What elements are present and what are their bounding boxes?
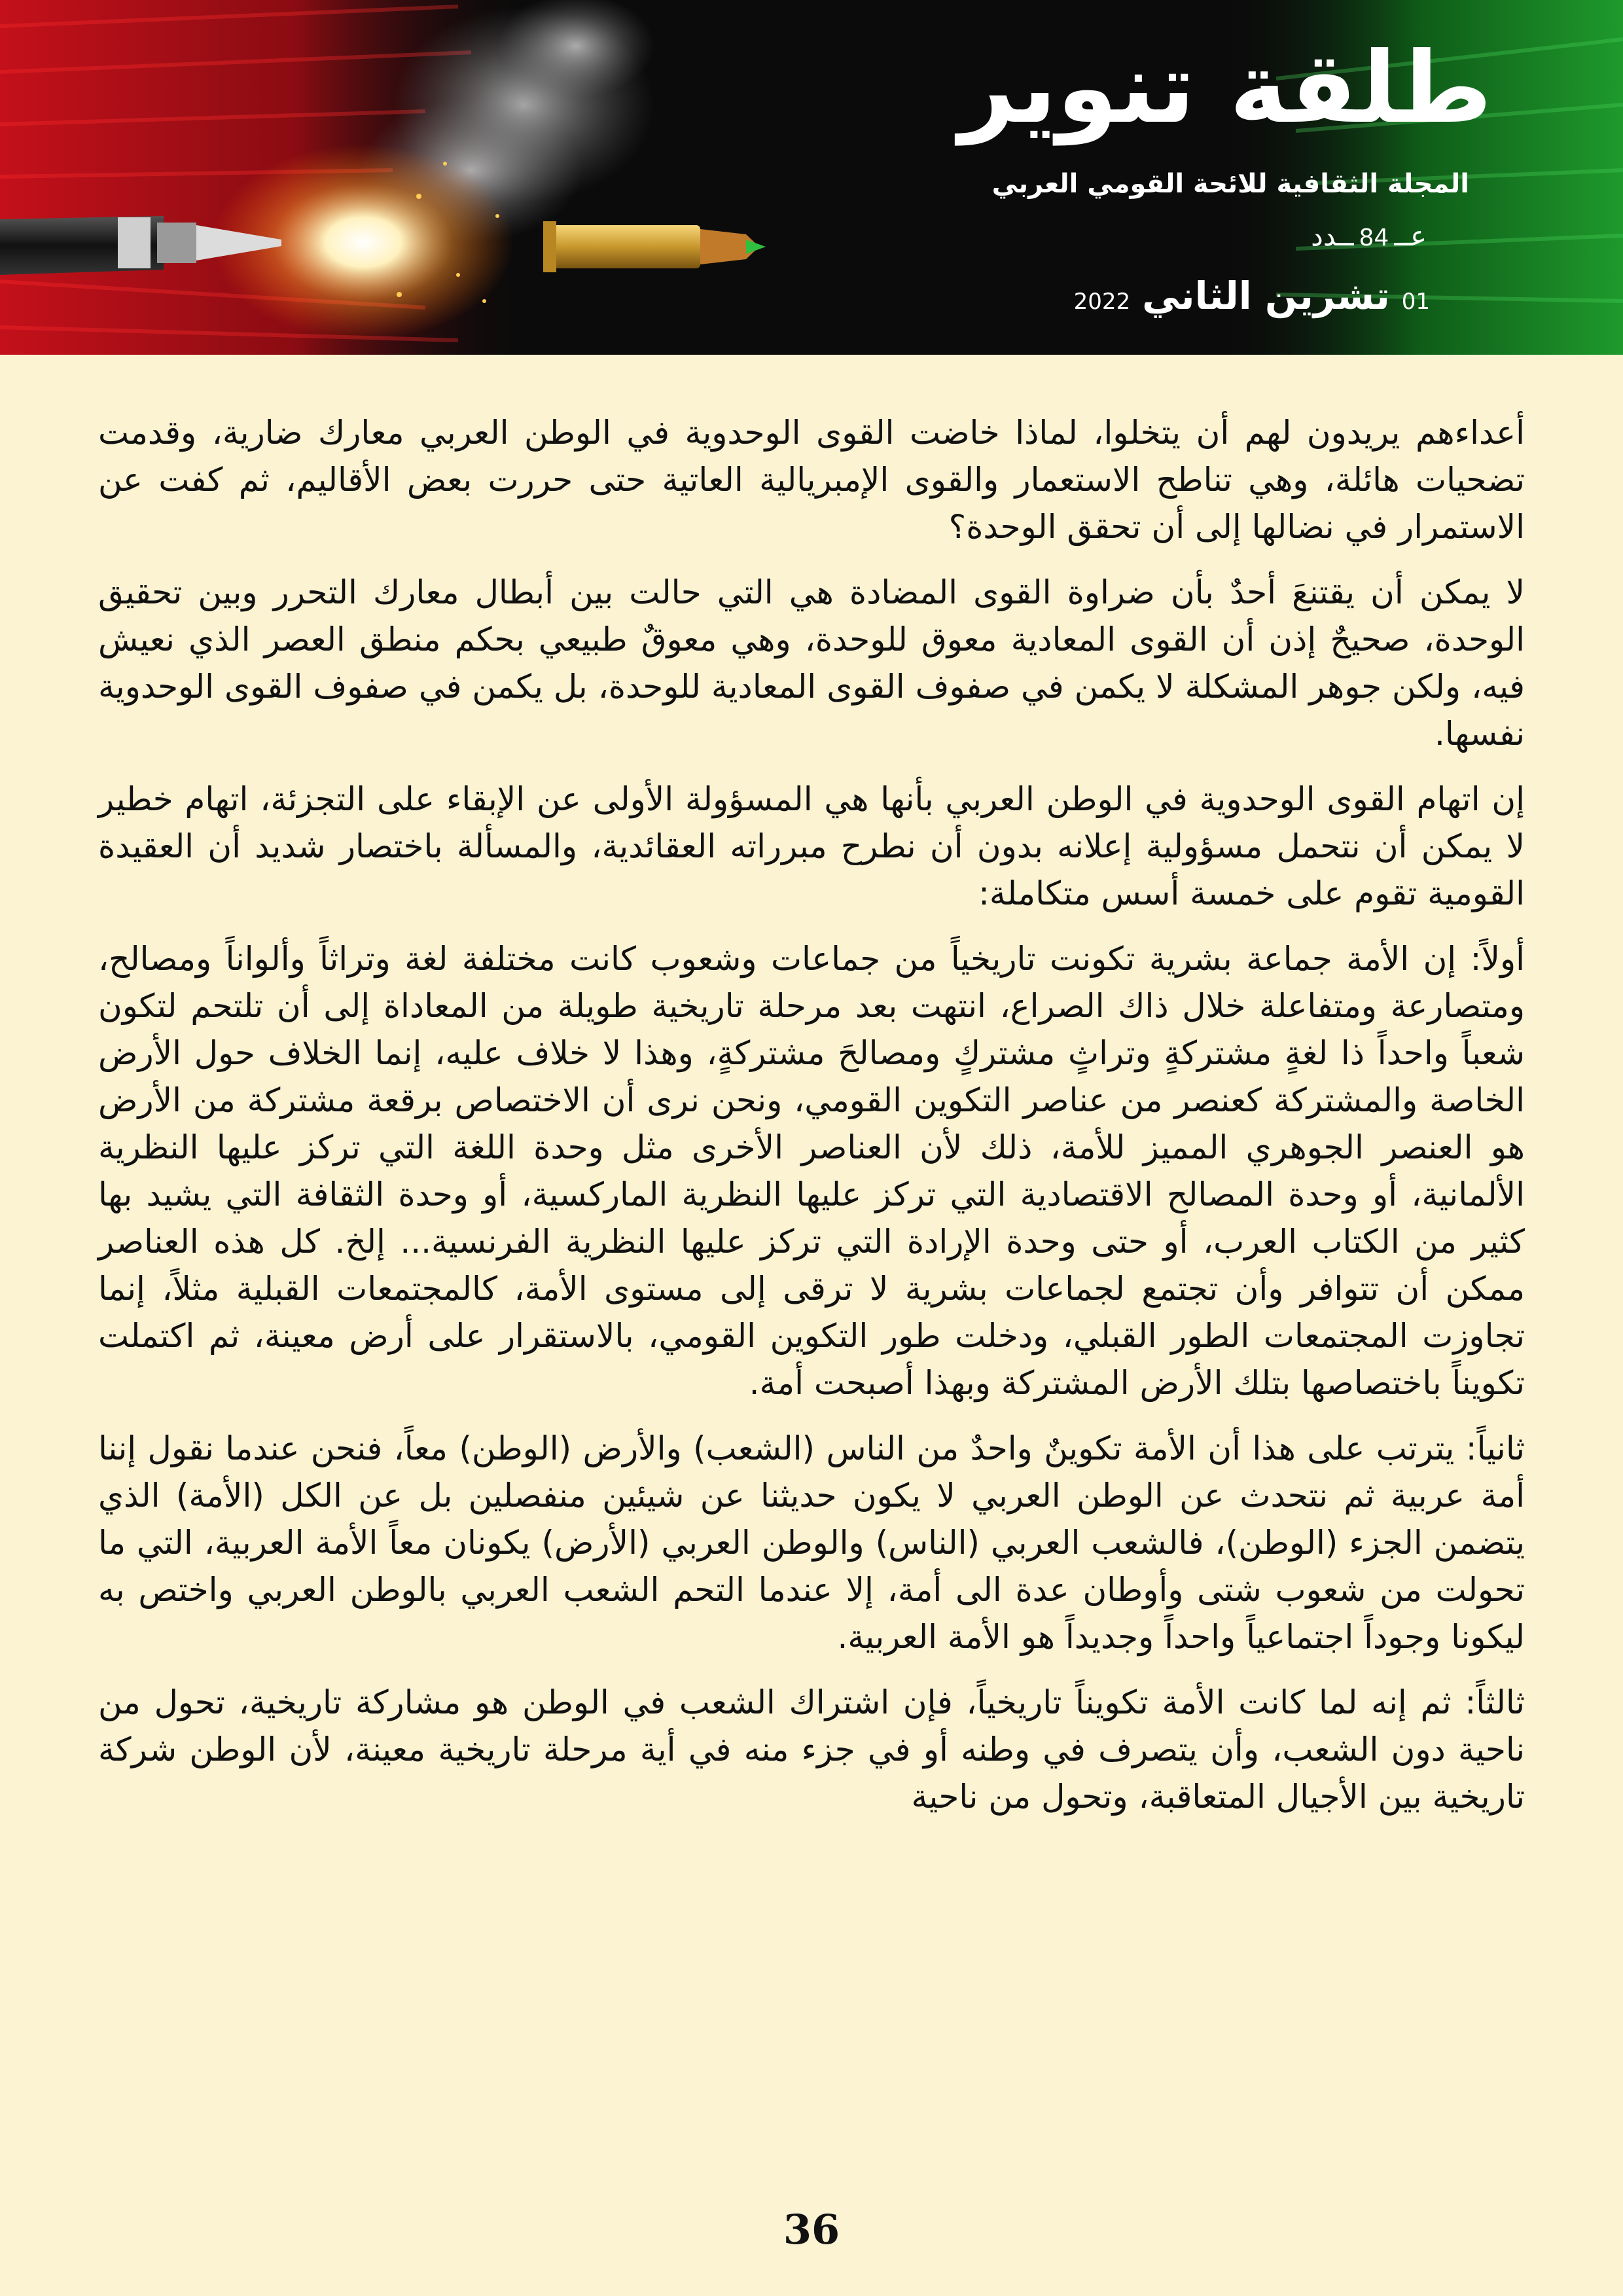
- issue-number: 84: [1359, 224, 1389, 251]
- paragraph: أعداءهم يريدون لهم أن يتخلوا، لماذا خاضت القوى الوحدوية في الوطن العربي معارك ضارية، وقدمت تضحيات هائلة، وهي تناطح الاستعمار والقوى الإمبريالية العاتية حتى حررت بعض الأقاليم، ثم كفت عن الاستمرار في نضالها إلى أن تحقق الوحدة؟: [98, 414, 1525, 546]
- magazine-subtitle: المجلة الثقافية للائحة القومي العربي: [991, 169, 1469, 199]
- issue-date: [1074, 274, 1430, 318]
- date-month: تشرين الثاني: [1142, 274, 1390, 318]
- issue-label-end: ــدد: [1311, 220, 1354, 252]
- date-year: 2022: [1073, 289, 1131, 315]
- page-number: 36: [783, 2206, 840, 2253]
- magazine-title: طلقة تنوير: [959, 31, 1492, 145]
- issue-line: [1311, 220, 1427, 252]
- date-day: 01: [1401, 289, 1430, 315]
- article-body: [98, 409, 1525, 1839]
- paragraph: أولاً: إن الأمة جماعة بشرية تكونت تاريخياً من جماعات وشعوب كانت مختلفة لغة وتراثاً وألواناً ومصالح، ومتصارعة ومتفاعلة خلال ذاك الصراع، انتهت بعد مرحلة تاريخية طويلة من المعاداة إلى أن تلتحم لتكون شعباً واحداً ذا لغةٍ مشتركةٍ وتراثٍ مشتركٍ ومصالحَ مشتركةٍ، وهذا لا خلاف عليه، إنما الخلاف حول الأرض الخاصة والمشتركة كعنصر من عناصر التكوين القومي، ونحن نرى أن الاختصاص برقعة مشتركة من الأرض هو العنصر الجوهري المميز للأمة، ذلك لأن العناصر الأخرى مثل وحدة اللغة التي تركز عليها النظرية الألمانية، أو وحدة المصالح الاقتصادية التي تركز عليها النظرية الماركسية، أو وحدة الثقافة التي يشيد بها كثير من الكتاب العرب، أو حتى وحدة الإرادة التي تركز عليها النظرية الفرنسية... إلخ. كل هذه العناصر ممكن أن تتوافر وأن تجتمع لجماعات بشرية لا ترقى إلى مستوى الأمة، كالمجتمعات القبلية مثلاً، إنما تجاوزت المجتمعات الطور القبلي، ودخلت طور التكوين القومي، بالاستقرار على أرض معينة، ثم اكتملت تكويناً باختصاصها بتلك الأرض المشتركة وبهذا أصبحت أمة.: [98, 940, 1525, 1402]
- paragraph: إن اتهام القوى الوحدوية في الوطن العربي بأنها هي المسؤولة الأولى عن الإبقاء على التجزئة، اتهام خطير لا يمكن أن نتحمل مسؤولية إعلانه بدون أن نطرح مبرراته العقائدية، والمسألة باختصار شديد أن العقيدة القومية تقوم على خمسة أسس متكاملة:: [98, 780, 1525, 912]
- issue-label-start: عــ: [1394, 220, 1427, 252]
- paragraph: لا يمكن أن يقتنعَ أحدٌ بأن ضراوة القوى المضادة هي التي حالت بين أبطال معارك التحرر وبين تحقيق الوحدة، صحيحٌ إذن أن القوى المعادية معوق للوحدة، وهي معوقٌ طبيعي بحكم منطق العصر الذي نعيش فيه، ولكن جوهر المشكلة لا يكمن في صفوف القوى المعادية للوحدة، بل يكمن في صفوف القوى الوحدوية نفسها.: [98, 573, 1525, 753]
- header-banner: [0, 0, 1623, 355]
- paragraph: ثالثاً: ثم إنه لما كانت الأمة تكويناً تاريخياً، فإن اشتراك الشعب في الوطن هو مشاركة تاريخية، تحول من ناحية دون الشعب، وأن يتصرف في وطنه أو في جزء منه في أية مرحلة تاريخية معينة، لأن الوطن شركة تاريخية بين الأجيال المتعاقبة، وتحول من ناحية: [98, 1683, 1525, 1816]
- paragraph: ثانياً: يترتب على هذا أن الأمة تكوينٌ واحدٌ من الناس (الشعب) والأرض (الوطن) معاً، فنحن عندما نقول إننا أمة عربية ثم نتحدث عن الوطن العربي لا يكون حديثنا عن شيئين منفصلين بل عن الكل (الأمة) الذي يتضمن الجزء (الوطن)، فالشعب العربي (الناس) والوطن العربي (الأرض) يكونان معاً الأمة العربية، التي ما تحولت من شعوب شتى وأوطان عدة الى أمة، إلا عندما التحم الشعب العربي بالوطن العربي واختص به ليكونا وجوداً اجتماعياً واحداً وجديداً هو الأمة العربية.: [98, 1429, 1525, 1656]
